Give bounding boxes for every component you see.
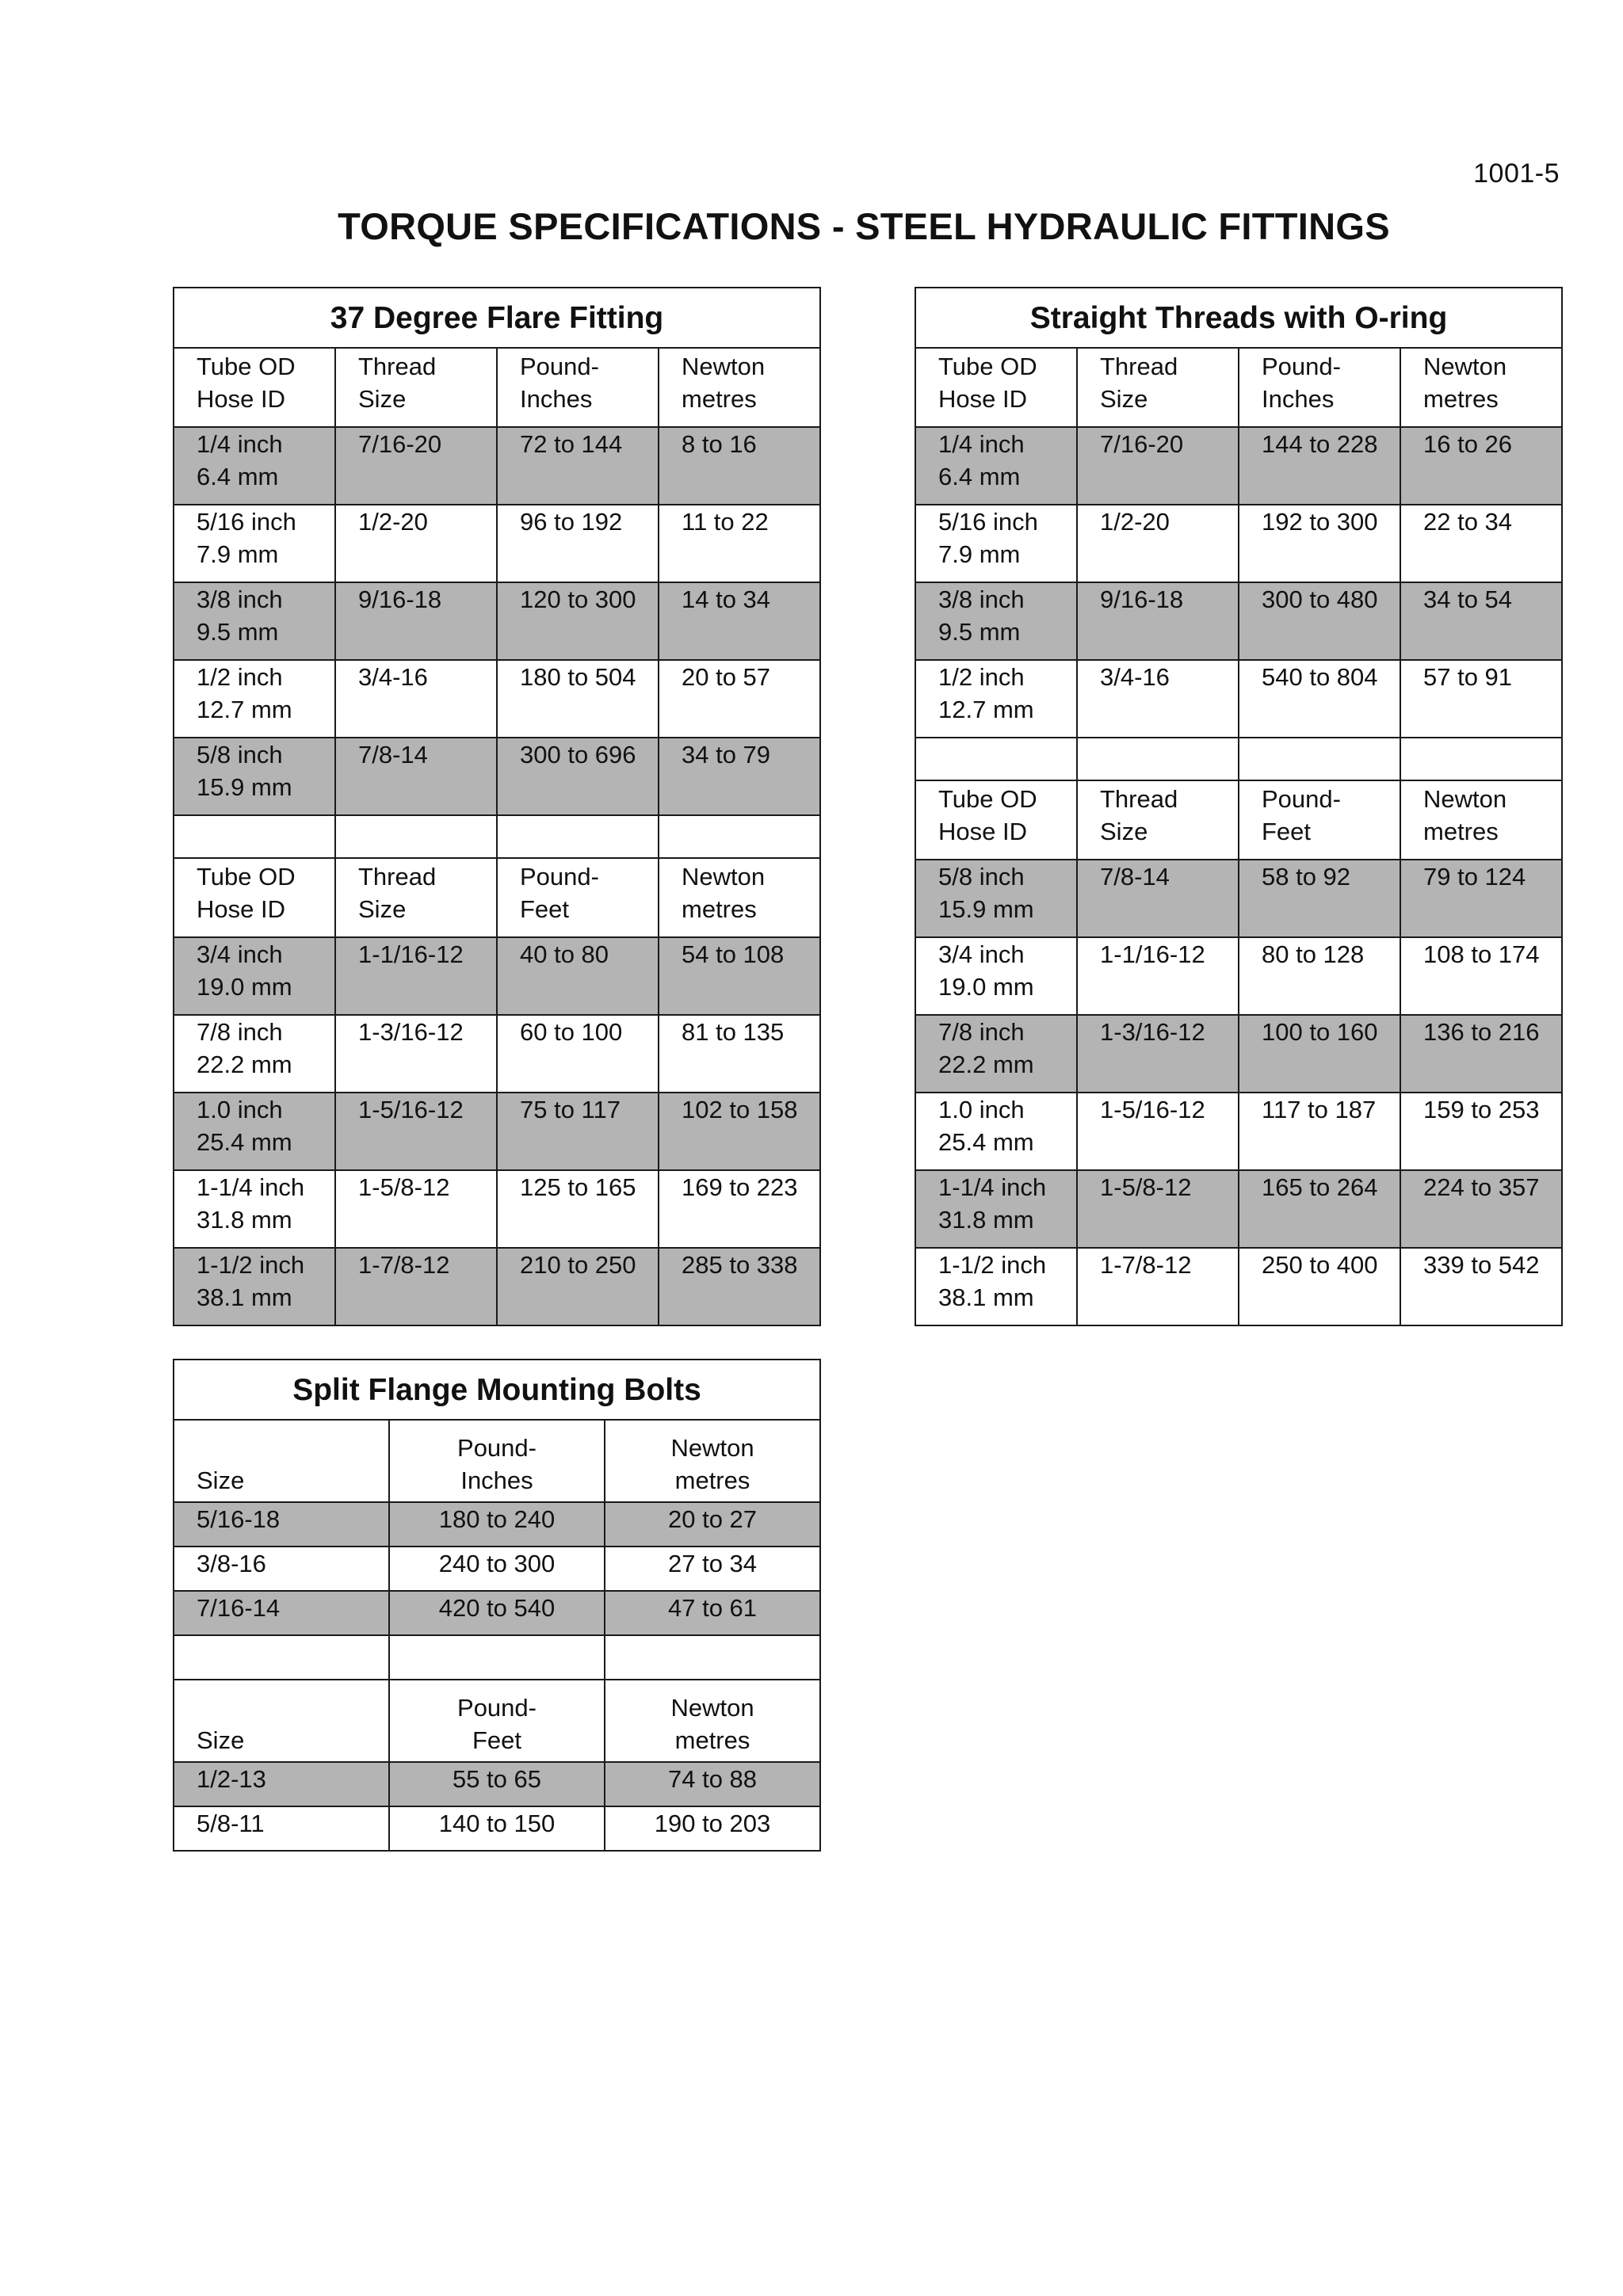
- spacer-row: [174, 1635, 820, 1680]
- table-cell: 1/4 inch 6.4 mm: [174, 427, 335, 505]
- column-header: Pound- Inches: [389, 1420, 605, 1502]
- column-header: Tube OD Hose ID: [915, 780, 1077, 860]
- table-cell: 5/16 inch 7.9 mm: [915, 505, 1077, 582]
- table-cell: 125 to 165: [497, 1170, 659, 1248]
- empty-cell: [174, 1635, 389, 1680]
- table-cell: 27 to 34: [605, 1547, 820, 1591]
- table-row: [915, 1015, 1562, 1093]
- table-header-row: [915, 348, 1562, 427]
- table-row: [915, 1248, 1562, 1325]
- table-cell: 210 to 250: [497, 1248, 659, 1325]
- table-cell: 72 to 144: [497, 427, 659, 505]
- table-cell: 20 to 57: [659, 660, 820, 738]
- column-header: Pound- Feet: [1239, 780, 1400, 860]
- table-cell: 8 to 16: [659, 427, 820, 505]
- table-cell: 300 to 696: [497, 738, 659, 815]
- table-header-row: [174, 1680, 820, 1762]
- table-cell: 100 to 160: [1239, 1015, 1400, 1093]
- column-header: Pound- Inches: [497, 348, 659, 427]
- table-cell: 180 to 240: [389, 1502, 605, 1547]
- table-cell: 224 to 357: [1400, 1170, 1562, 1248]
- table-cell: 169 to 223: [659, 1170, 820, 1248]
- column-header: Thread Size: [1077, 780, 1239, 860]
- empty-cell: [1400, 738, 1562, 780]
- flare-table-title: 37 Degree Flare Fitting: [174, 288, 820, 348]
- table-row: [915, 937, 1562, 1015]
- table-cell: 1/2 inch 12.7 mm: [174, 660, 335, 738]
- table-cell: 285 to 338: [659, 1248, 820, 1325]
- column-header: Newton metres: [1400, 348, 1562, 427]
- table-cell: 192 to 300: [1239, 505, 1400, 582]
- table-cell: 5/16 inch 7.9 mm: [174, 505, 335, 582]
- oring-table: [915, 287, 1563, 1326]
- table-cell: 75 to 117: [497, 1093, 659, 1170]
- table-cell: 80 to 128: [1239, 937, 1400, 1015]
- empty-cell: [659, 815, 820, 858]
- table-row: [174, 660, 820, 738]
- table-cell: 165 to 264: [1239, 1170, 1400, 1248]
- table-cell: 1-7/8-12: [1077, 1248, 1239, 1325]
- table-cell: 58 to 92: [1239, 860, 1400, 937]
- table-row: [174, 582, 820, 660]
- table-cell: 420 to 540: [389, 1591, 605, 1635]
- table-row: [174, 1591, 820, 1635]
- column-header: Thread Size: [335, 348, 497, 427]
- page-number: 1001-5: [1473, 158, 1560, 189]
- table-cell: 55 to 65: [389, 1762, 605, 1806]
- table-row: [174, 1502, 820, 1547]
- table-cell: 240 to 300: [389, 1547, 605, 1591]
- empty-cell: [915, 738, 1077, 780]
- column-header: Thread Size: [1077, 348, 1239, 427]
- table-cell: 7/8 inch 22.2 mm: [174, 1015, 335, 1093]
- table-row: [174, 1170, 820, 1248]
- table-cell: 47 to 61: [605, 1591, 820, 1635]
- table-cell: 3/8-16: [174, 1547, 389, 1591]
- table-cell: 1-3/16-12: [335, 1015, 497, 1093]
- empty-cell: [1077, 738, 1239, 780]
- table-cell: 54 to 108: [659, 937, 820, 1015]
- table-cell: 250 to 400: [1239, 1248, 1400, 1325]
- empty-cell: [605, 1635, 820, 1680]
- table-cell: 74 to 88: [605, 1762, 820, 1806]
- table-cell: 159 to 253: [1400, 1093, 1562, 1170]
- column-header: Newton metres: [605, 1680, 820, 1762]
- table-row: [174, 1806, 820, 1851]
- table-row: [915, 660, 1562, 738]
- table-cell: 1-1/2 inch 38.1 mm: [915, 1248, 1077, 1325]
- table-row: [915, 505, 1562, 582]
- table-cell: 16 to 26: [1400, 427, 1562, 505]
- column-header: Size: [174, 1680, 389, 1762]
- table-cell: 3/4 inch 19.0 mm: [915, 937, 1077, 1015]
- table-cell: 9/16-18: [335, 582, 497, 660]
- table-header-row: [915, 780, 1562, 860]
- table-cell: 136 to 216: [1400, 1015, 1562, 1093]
- table-row: [915, 427, 1562, 505]
- table-cell: 1-1/2 inch 38.1 mm: [174, 1248, 335, 1325]
- table-cell: 190 to 203: [605, 1806, 820, 1851]
- empty-cell: [335, 815, 497, 858]
- flange-table-title: Split Flange Mounting Bolts: [174, 1360, 820, 1420]
- table-cell: 20 to 27: [605, 1502, 820, 1547]
- table-cell: 7/16-14: [174, 1591, 389, 1635]
- table-row: [915, 582, 1562, 660]
- table-cell: 9/16-18: [1077, 582, 1239, 660]
- table-row: [174, 1547, 820, 1591]
- column-header: Tube OD Hose ID: [915, 348, 1077, 427]
- column-header: Pound- Inches: [1239, 348, 1400, 427]
- table-cell: 120 to 300: [497, 582, 659, 660]
- table-cell: 40 to 80: [497, 937, 659, 1015]
- table-cell: 3/4-16: [335, 660, 497, 738]
- column-header: Tube OD Hose ID: [174, 348, 335, 427]
- column-header: Tube OD Hose ID: [174, 858, 335, 937]
- table-row: [915, 860, 1562, 937]
- table-cell: 1-5/8-12: [335, 1170, 497, 1248]
- column-header: Size: [174, 1420, 389, 1502]
- table-cell: 5/16-18: [174, 1502, 389, 1547]
- table-cell: 1-7/8-12: [335, 1248, 497, 1325]
- table-row: [174, 505, 820, 582]
- spacer-row: [915, 738, 1562, 780]
- table-cell: 14 to 34: [659, 582, 820, 660]
- table-cell: 1-1/16-12: [335, 937, 497, 1015]
- table-row: [174, 738, 820, 815]
- table-cell: 1-5/16-12: [1077, 1093, 1239, 1170]
- empty-cell: [497, 815, 659, 858]
- table-cell: 22 to 34: [1400, 505, 1562, 582]
- table-cell: 140 to 150: [389, 1806, 605, 1851]
- table-cell: 1/2-20: [335, 505, 497, 582]
- page-title: TORQUE SPECIFICATIONS - STEEL HYDRAULIC FITTINGS: [338, 205, 1390, 247]
- table-row: [174, 1762, 820, 1806]
- table-cell: 1-1/16-12: [1077, 937, 1239, 1015]
- table-header-row: [174, 1420, 820, 1502]
- table-row: [174, 1248, 820, 1325]
- table-cell: 5/8 inch 15.9 mm: [915, 860, 1077, 937]
- table-cell: 5/8-11: [174, 1806, 389, 1851]
- table-cell: 81 to 135: [659, 1015, 820, 1093]
- table-cell: 1-1/4 inch 31.8 mm: [915, 1170, 1077, 1248]
- empty-cell: [1239, 738, 1400, 780]
- column-header: Thread Size: [335, 858, 497, 937]
- table-cell: 3/4 inch 19.0 mm: [174, 937, 335, 1015]
- table-cell: 1.0 inch 25.4 mm: [915, 1093, 1077, 1170]
- table-cell: 7/8-14: [335, 738, 497, 815]
- table-row: [915, 1170, 1562, 1248]
- split-flange-table: [173, 1359, 821, 1852]
- table-cell: 79 to 124: [1400, 860, 1562, 937]
- table-cell: 3/4-16: [1077, 660, 1239, 738]
- table-row: [174, 937, 820, 1015]
- table-cell: 1-3/16-12: [1077, 1015, 1239, 1093]
- table-cell: 5/8 inch 15.9 mm: [174, 738, 335, 815]
- table-cell: 1/2-20: [1077, 505, 1239, 582]
- table-cell: 1/4 inch 6.4 mm: [915, 427, 1077, 505]
- table-cell: 102 to 158: [659, 1093, 820, 1170]
- table-row: [174, 427, 820, 505]
- column-header: Newton metres: [1400, 780, 1562, 860]
- table-cell: 3/8 inch 9.5 mm: [915, 582, 1077, 660]
- table-cell: 1-5/16-12: [335, 1093, 497, 1170]
- table-cell: 3/8 inch 9.5 mm: [174, 582, 335, 660]
- flare-fitting-table: [173, 287, 821, 1326]
- column-header: Pound- Feet: [389, 1680, 605, 1762]
- table-cell: 300 to 480: [1239, 582, 1400, 660]
- table-cell: 1-5/8-12: [1077, 1170, 1239, 1248]
- table-row: [915, 1093, 1562, 1170]
- table-header-row: [174, 858, 820, 937]
- oring-table-title: Straight Threads with O-ring: [915, 288, 1562, 348]
- table-cell: 11 to 22: [659, 505, 820, 582]
- column-header: Newton metres: [659, 858, 820, 937]
- table-cell: 1/2 inch 12.7 mm: [915, 660, 1077, 738]
- table-cell: 117 to 187: [1239, 1093, 1400, 1170]
- table-cell: 7/8 inch 22.2 mm: [915, 1015, 1077, 1093]
- table-row: [174, 1093, 820, 1170]
- table-cell: 34 to 54: [1400, 582, 1562, 660]
- table-cell: 7/8-14: [1077, 860, 1239, 937]
- table-cell: 180 to 504: [497, 660, 659, 738]
- table-cell: 1-1/4 inch 31.8 mm: [174, 1170, 335, 1248]
- table-cell: 1/2-13: [174, 1762, 389, 1806]
- table-cell: 57 to 91: [1400, 660, 1562, 738]
- table-row: [174, 1015, 820, 1093]
- empty-cell: [174, 815, 335, 858]
- table-cell: 34 to 79: [659, 738, 820, 815]
- column-header: Newton metres: [605, 1420, 820, 1502]
- table-header-row: [174, 348, 820, 427]
- column-header: Newton metres: [659, 348, 820, 427]
- table-cell: 1.0 inch 25.4 mm: [174, 1093, 335, 1170]
- table-cell: 7/16-20: [335, 427, 497, 505]
- table-cell: 540 to 804: [1239, 660, 1400, 738]
- table-cell: 339 to 542: [1400, 1248, 1562, 1325]
- table-cell: 60 to 100: [497, 1015, 659, 1093]
- empty-cell: [389, 1635, 605, 1680]
- column-header: Pound- Feet: [497, 858, 659, 937]
- table-cell: 7/16-20: [1077, 427, 1239, 505]
- table-cell: 108 to 174: [1400, 937, 1562, 1015]
- table-cell: 144 to 228: [1239, 427, 1400, 505]
- table-cell: 96 to 192: [497, 505, 659, 582]
- spacer-row: [174, 815, 820, 858]
